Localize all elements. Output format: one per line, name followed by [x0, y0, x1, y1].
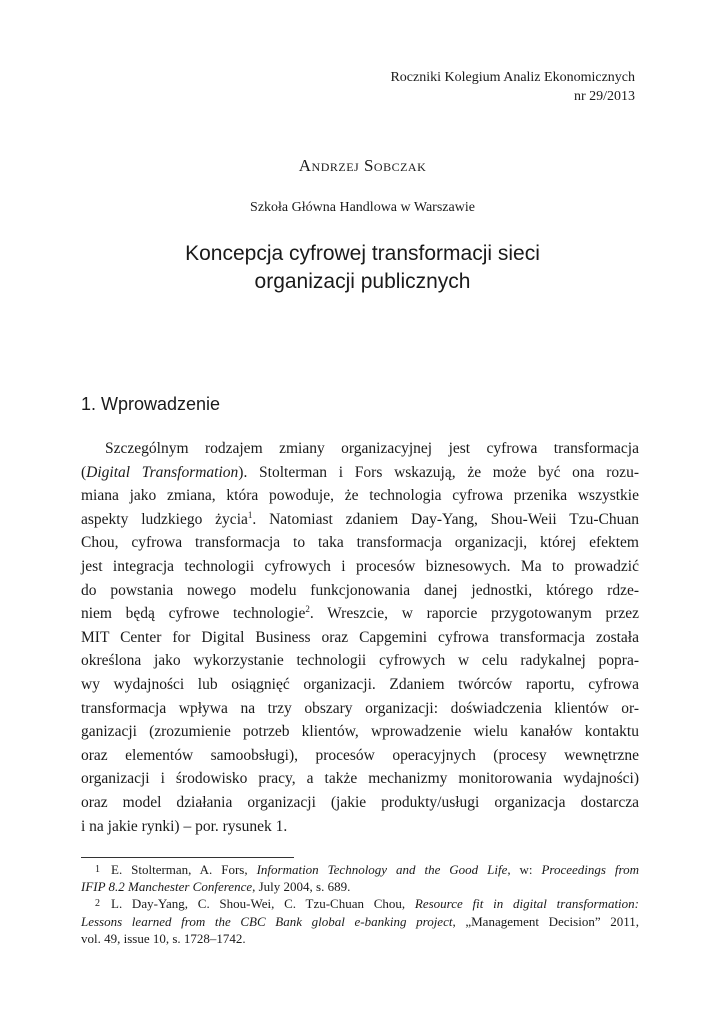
- footnote-ref-1[interactable]: 1: [247, 509, 253, 520]
- footnote-number: 1: [95, 864, 100, 875]
- footnote-ref-2[interactable]: 2: [305, 604, 310, 614]
- text-line: MIT Center for Digital Business oraz Capgemini cyfrowa transformacja została: [81, 628, 639, 646]
- footnote-1: 1 E. Stolterman, A. Fors, Information Technology and the Good Life, w: Proceedings from: [95, 862, 640, 877]
- body-paragraph: [81, 437, 639, 838]
- footnote-divider: [81, 857, 294, 858]
- footnote-2-cont: Lessons learned from the CBC Bank global e-banking project, „Management Decision” 2011,: [81, 913, 640, 929]
- title-line-2: organizacji publicznych: [254, 270, 471, 293]
- journal-issue: nr 29/2013: [573, 89, 635, 104]
- text-line: Szczególnym rodzajem zmiany organizacyjnej jest cyfrowa transformacja: [105, 440, 639, 457]
- text-line: wy wydajności lub osiągnięć organizacji. Zdaniem twórców raportu, cyfrowa: [81, 675, 639, 693]
- footnote-1-cont: IFIP 8.2 Manchester Conference, July 2004, s. 689.: [81, 879, 351, 895]
- text-line: (Digital Transformation). Stolterman i Fors wskazują, że może być ona rozu-: [81, 463, 639, 481]
- text-line: Chou, cyfrowa transformacja to taka transformacja organizacji, której efektem: [81, 534, 639, 552]
- text-line: transformacja wpływa na trzy obszary organizacji: doświadczenia klientów or-: [81, 699, 639, 717]
- title-line-1: Koncepcja cyfrowej transformacji sieci: [185, 242, 540, 265]
- journal-name: Roczniki Kolegium Analiz Ekonomicznych: [390, 70, 635, 85]
- text-line: do powstania nowego modelu funkcjonowania danej jednostki, którego rdze-: [81, 581, 639, 599]
- journal-header: [390, 68, 635, 106]
- author-affiliation: Szkoła Główna Handlowa w Warszawie: [250, 200, 475, 215]
- footnote-number: 2: [95, 898, 100, 910]
- footnotes: [81, 861, 639, 947]
- text-line: ganizacji (zrozumienie potrzeb klientów, wprowadzenie wielu kanałów kontaktu: [81, 723, 639, 741]
- text-line: organizacji i środowisko pracy, a także mechanizmy monitorowania wydajności): [81, 770, 639, 788]
- section-heading: 1. Wprowadzenie: [81, 394, 221, 414]
- text-line: jest integracja technologii cyfrowych i procesów biznesowych. Ma to prowadzić: [81, 557, 639, 575]
- italic-term: Digital Transformation: [86, 463, 239, 481]
- text-line: oraz model działania organizacji (jakie produkty/usługi organizacja dostarcza: [81, 793, 639, 811]
- text-line: niem będą cyfrowe technologie$^2$. Wreszcie, w raporcie przygotowanym przez: [81, 604, 639, 623]
- text-line: określona jako wykorzystanie technologii cyfrowych w celu radykalnej popra-: [81, 652, 639, 670]
- text-line: miana jako zmiana, która powoduje, że technologia cyfrowa przenika wszystkie: [81, 487, 639, 505]
- article-title: [0, 240, 725, 296]
- text-line: oraz elementów samoobsługi), procesów operacyjnych (procesy wewnętrzne: [81, 746, 639, 764]
- footnote-2-cont: vol. 49, issue 10, s. 1728–1742.: [81, 930, 246, 946]
- text-line: aspekty ludzkiego życia$^1$. Natomiast zdaniem Day-Yang, Shou-Weii Tzu-Chuan: [81, 509, 639, 528]
- footnote-2: 2 L. Day-Yang, C. Shou-Wei, C. Tzu-Chuan Chou, Resource fit in digital transformation:: [95, 896, 639, 912]
- text-line: i na jakie rynki) – por. rysunek 1.: [81, 817, 288, 835]
- author-name: Andrzej Sobczak: [298, 156, 427, 175]
